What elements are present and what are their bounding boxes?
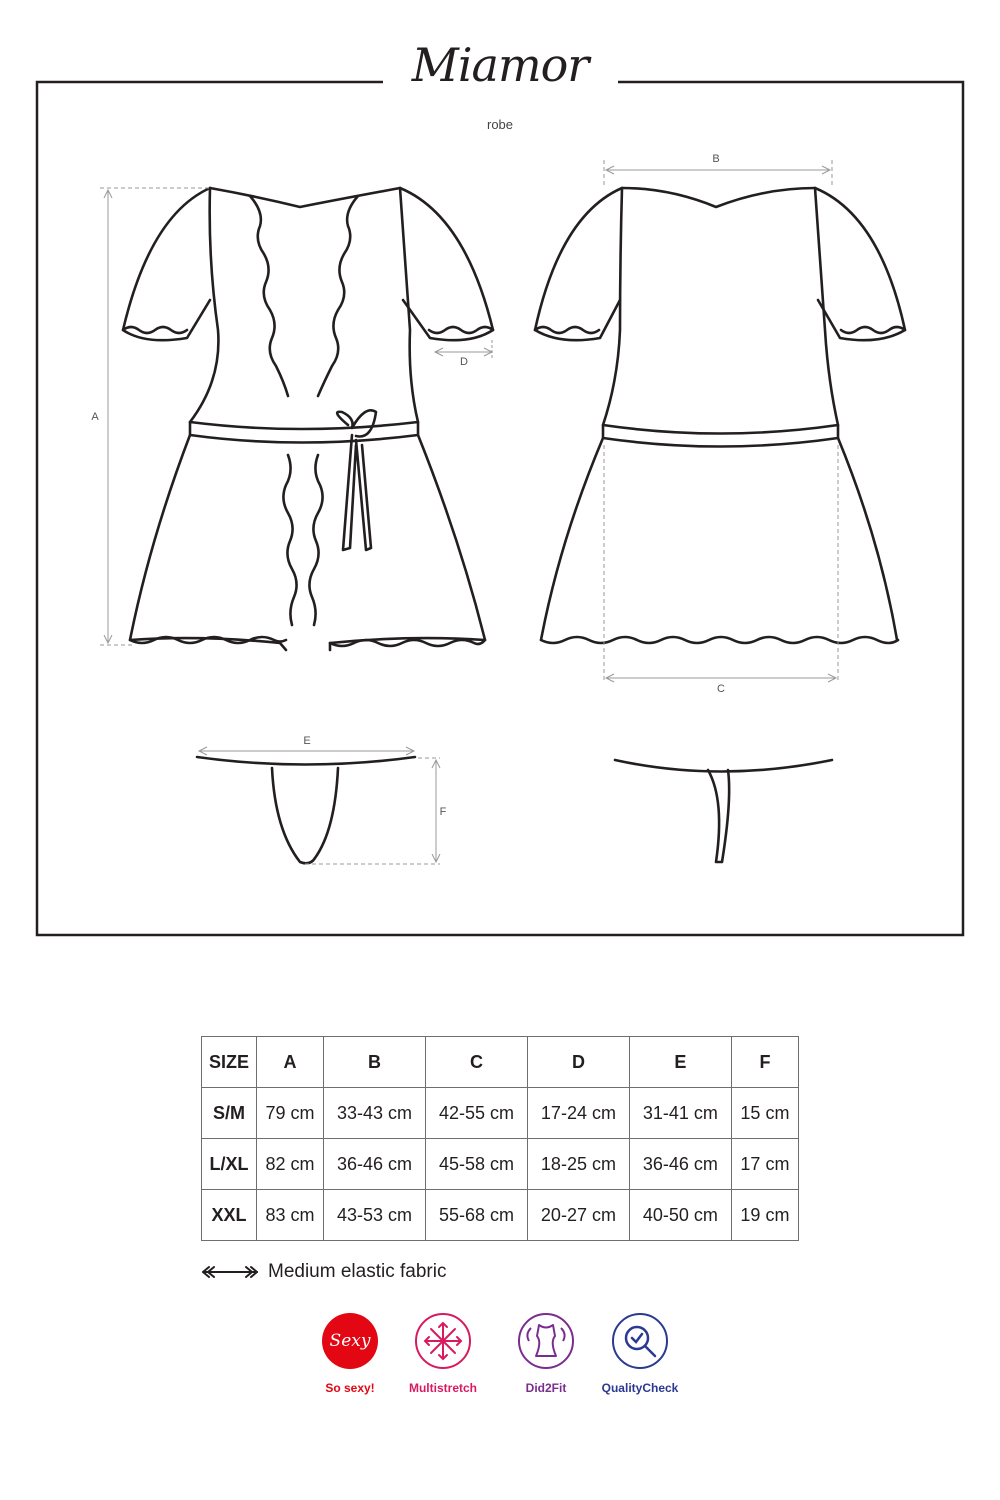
fabric-label: Medium elastic fabric [268, 1261, 447, 1282]
size-cell: S/M [202, 1088, 257, 1139]
fabric-info [200, 1260, 446, 1284]
brand-logo: Miamor [411, 38, 589, 92]
product-type: robe [486, 117, 514, 132]
badge-did2fit [496, 1312, 596, 1395]
multistretch-icon [414, 1312, 472, 1370]
table-row [202, 1139, 799, 1190]
drawing-frame [37, 82, 963, 935]
badge-so-sexy [300, 1312, 400, 1395]
badge-multistretch [393, 1312, 493, 1395]
table-cell: 55-68 cm [426, 1190, 528, 1241]
table-row [202, 1088, 799, 1139]
size-table [201, 1036, 799, 1241]
header-cell: D [527, 1037, 629, 1088]
table-cell: 45-58 cm [426, 1139, 528, 1190]
dimension-label-b: B [712, 153, 720, 165]
did2fit-icon [517, 1312, 575, 1370]
table-cell: 42-55 cm [426, 1088, 528, 1139]
table-cell: 20-27 cm [527, 1190, 629, 1241]
table-cell: 19 cm [731, 1190, 798, 1241]
header-cell: C [426, 1037, 528, 1088]
table-cell: 18-25 cm [527, 1139, 629, 1190]
table-cell: 40-50 cm [629, 1190, 731, 1241]
table-cell: 33-43 cm [324, 1088, 426, 1139]
thong-drawing [197, 757, 832, 863]
table-cell: 17-24 cm [527, 1088, 629, 1139]
badge-label: Did2Fit [525, 1381, 567, 1395]
table-cell: 43-53 cm [324, 1190, 426, 1241]
header-cell: F [731, 1037, 798, 1088]
quality-check-icon [611, 1312, 669, 1370]
dimension-label-c: C [717, 683, 725, 695]
double-arrow-icon [200, 1265, 260, 1279]
header-cell: SIZE [202, 1037, 257, 1088]
robe-front-drawing [123, 188, 493, 650]
badge-quality-check [590, 1312, 690, 1395]
table-cell: 17 cm [731, 1139, 798, 1190]
header-cell: E [629, 1037, 731, 1088]
badge-label: So sexy! [325, 1381, 375, 1395]
sexy-icon [321, 1312, 379, 1370]
table-cell: 36-46 cm [324, 1139, 426, 1190]
table-cell: 79 cm [256, 1088, 323, 1139]
header-cell: A [256, 1037, 323, 1088]
badge-label: QualityCheck [601, 1381, 679, 1395]
dimension-label-e: E [303, 735, 311, 747]
size-cell: XXL [202, 1190, 257, 1241]
dimension-label-f: F [439, 806, 447, 818]
table-cell: 82 cm [256, 1139, 323, 1190]
robe-back-drawing [535, 188, 905, 643]
table-header-row [202, 1037, 799, 1088]
svg-text:Sexy: Sexy [329, 1331, 371, 1351]
dimension-label-d: D [460, 356, 468, 368]
table-cell: 83 cm [256, 1190, 323, 1241]
table-row [202, 1190, 799, 1241]
table-cell: 36-46 cm [629, 1139, 731, 1190]
table-cell: 15 cm [731, 1088, 798, 1139]
dimension-label-a: A [91, 411, 99, 423]
table-cell: 31-41 cm [629, 1088, 731, 1139]
badge-label: Multistretch [408, 1381, 477, 1395]
header-cell: B [324, 1037, 426, 1088]
size-cell: L/XL [202, 1139, 257, 1190]
